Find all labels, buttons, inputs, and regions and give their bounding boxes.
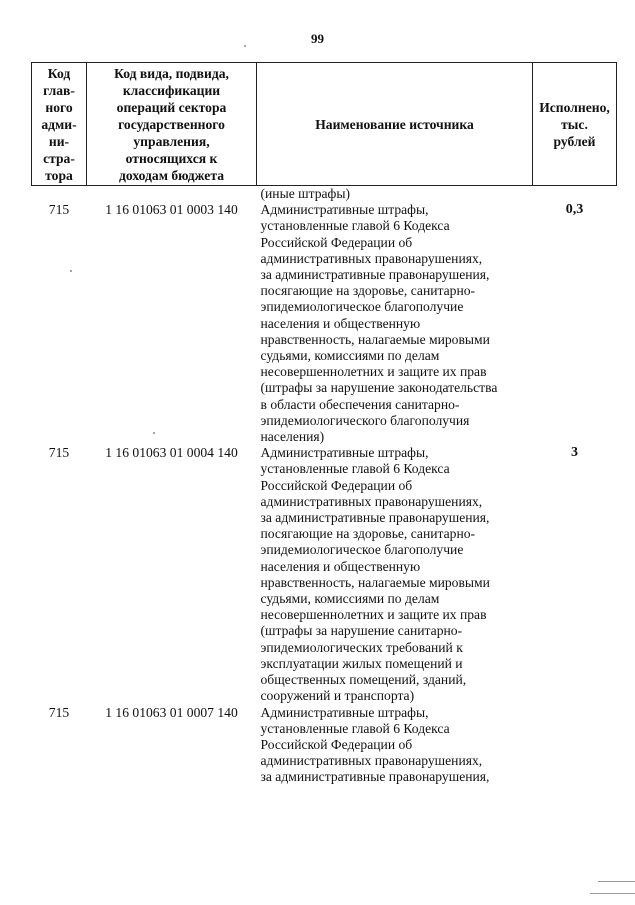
table-row bbox=[32, 705, 617, 786]
table-row bbox=[32, 202, 617, 445]
cell-admin-code: 715 bbox=[48, 202, 70, 218]
header-row bbox=[32, 63, 617, 186]
cell-type-code: 1 16 01063 01 0004 140 bbox=[105, 445, 238, 461]
cell-code bbox=[87, 186, 257, 203]
cell-source-name: Административные штрафы, установленные главой 6 Кодекса Российской Федерации об административных правонарушениях, за административные правонарушения, посягающие на здоровье, санитарно- эпидемиологическое благополучие населения и общественную нравственность, налагаемые мировыми судьями, комиссиями по делам несовершеннолетних и защите их прав (штрафы за нарушение законодательства в области обеспечения санитарно- эпидемиологического благополучия населения) bbox=[260, 202, 498, 445]
revenue-table bbox=[31, 62, 617, 786]
scan-edge-line bbox=[598, 881, 635, 882]
cell-amount bbox=[533, 705, 617, 786]
table-body bbox=[32, 186, 617, 786]
cell-admin-code: 715 bbox=[48, 445, 70, 461]
table-row bbox=[32, 445, 617, 704]
cell-source-name: Административные штрафы, установленные главой 6 Кодекса Российской Федерации об административных правонарушениях, за административные правонарушения, bbox=[260, 704, 490, 785]
table-header bbox=[32, 63, 617, 186]
header-amount: Исполнено, тыс. рублей bbox=[533, 63, 617, 186]
cell-amount: 0,3 bbox=[565, 202, 584, 218]
cell-name-continuation: (иные штрафы) bbox=[260, 186, 351, 201]
cell-type-code: 1 16 01063 01 0007 140 bbox=[105, 704, 238, 720]
header-source-name: Наименование источника bbox=[257, 63, 533, 186]
scan-edge-line bbox=[590, 893, 635, 894]
page-number: 99 bbox=[311, 31, 324, 46]
cell-type-code: 1 16 01063 01 0003 140 bbox=[105, 202, 238, 218]
header-type-code: Код вида, подвида, классификации операций сектора государственного управления, относящихся к доходам бюджета bbox=[87, 63, 257, 186]
cell-admin-code: 715 bbox=[48, 704, 70, 720]
scan-speck bbox=[244, 45, 246, 47]
cell-source-name: Административные штрафы, установленные главой 6 Кодекса Российской Федерации об административных правонарушениях, за административные правонарушения, посягающие на здоровье, санитарно- эпидемиологическое благополучие населения и общественную нравственность, налагаемые мировыми судьями, комиссиями по делам несовершеннолетних и защите их прав (штрафы за нарушение санитарно- эпидемиологических требований к эксплуатации жилых помещений и общественных помещений, зданий, сооружений и транспорта) bbox=[260, 445, 490, 704]
cell-amount bbox=[533, 186, 617, 203]
table-row-continuation bbox=[32, 186, 617, 203]
cell-admin bbox=[32, 186, 87, 203]
header-admin-code: Код глав- ного адми- ни- стра- тора bbox=[32, 63, 87, 186]
cell-amount: 3 bbox=[571, 445, 578, 461]
